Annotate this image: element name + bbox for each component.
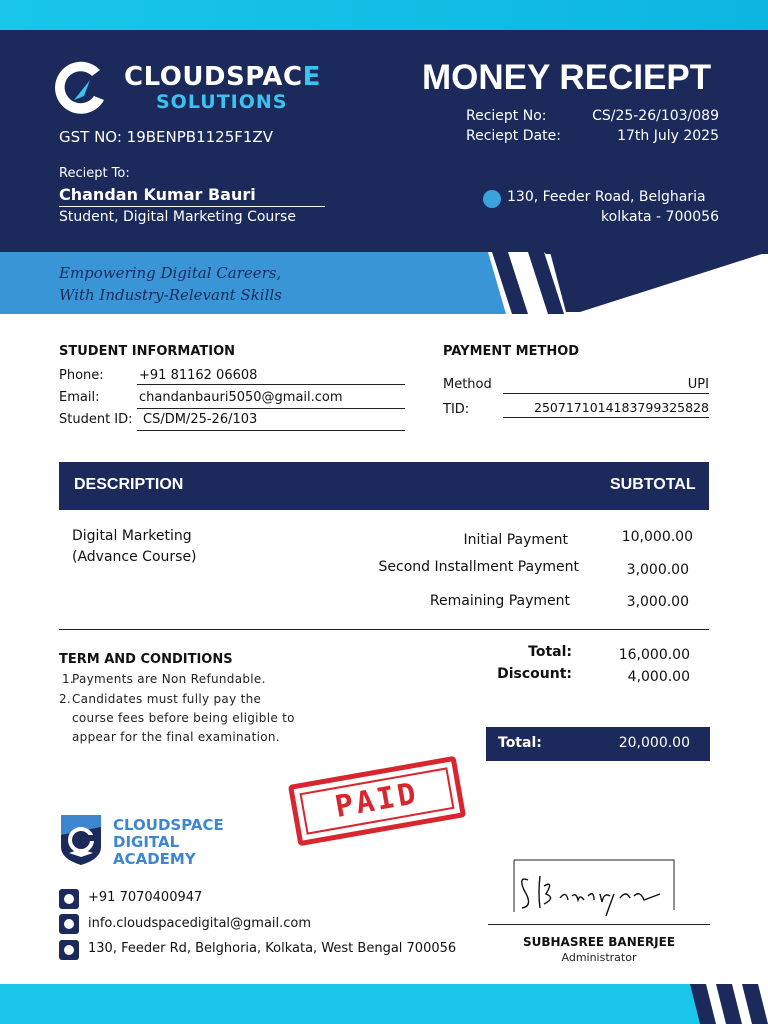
receipt-date-value: 17th July 2025 [617,128,719,144]
grand-total-label: Total: [498,735,542,751]
recipient-name: Chandan Kumar Bauri [59,185,256,204]
tid-label: TID: [443,402,470,417]
term-2-number: 2. [59,692,72,706]
method-value: UPI [687,377,709,392]
company-subname: SOLUTIONS [156,91,288,113]
recipient-role: Student, Digital Marketing Course [59,209,296,225]
cloud-c-logo-icon [50,56,114,120]
student-id-value: CS/DM/25-26/103 [143,412,258,427]
phone-underline [137,384,405,385]
col-description: DESCRIPTION [74,476,184,493]
signatory-role: Administrator [561,951,637,964]
address-line2: kolkata - 700056 [601,209,719,225]
item-name-line2: (Advance Course) [72,549,197,565]
student-id-label: Student ID: [59,412,133,427]
academy-name-line3: ACADEMY [113,850,196,868]
total-label: Total: [528,644,572,660]
contact-email: info.cloudspacedigital@gmail.com [88,916,312,931]
tagline-line1: Empowering Digital Careers, [59,264,282,282]
table-divider [59,629,709,630]
top-accent-bar [0,0,768,30]
receipt-title: MONEY RECIEPT [422,58,712,97]
method-underline [503,393,709,394]
discount-label: Discount: [497,666,572,682]
receipt-no-label: Reciept No: [466,108,547,124]
gst-number: GST NO: 19BENPB1125F1ZV [59,128,273,146]
academy-shield-logo-icon [57,813,105,867]
col-subtotal: SUBTOTAL [610,476,696,493]
email-underline [137,408,405,409]
term-2-line1: Candidates must fully pay the [72,692,262,706]
tid-underline [503,417,709,418]
payment-method-heading: PAYMENT METHOD [443,344,580,359]
terms-heading: TERM AND CONDITIONS [59,652,233,667]
paid-stamp-text: PAID [332,775,422,826]
term-1: Payments are Non Refundable. [72,672,266,686]
recipient-divider [59,206,325,207]
row-initial-label: Initial Payment [463,532,568,548]
tagline-line2: With Industry-Relevant Skills [59,286,282,304]
phone-label: Phone: [59,368,104,383]
grand-total-value: 20,000.00 [618,735,690,751]
mail-icon [59,914,79,934]
row-remaining-label: Remaining Payment [429,593,570,609]
address-line1: 130, Feeder Road, Belgharia [507,189,706,205]
row-remaining-value: 3,000.00 [626,594,689,610]
receipt-date-label: Reciept Date: [466,128,561,144]
row-second-label: Second Installment Payment [378,559,579,575]
location-icon [59,940,79,960]
phone-value: +91 81162 06608 [139,368,258,383]
signatory-name: SUBHASREE BANERJEE [522,935,676,949]
academy-name-line2: DIGITAL [113,833,180,851]
tid-value: 25071710141837993258​28 [534,400,709,415]
total-value: 16,000.00 [618,647,690,663]
student-id-underline [137,430,405,431]
signature-line [488,924,710,925]
row-second-value: 3,000.00 [626,562,689,578]
receipt-to-label: Reciept To: [59,166,130,181]
term-2-line3: appear for the final examination. [72,730,280,744]
contact-address: 130, Feeder Rd, Belghoria, Kolkata, West Bengal 700056 [88,941,457,956]
contact-phone: +91 7070400947 [88,890,203,905]
student-info-heading: STUDENT INFORMATION [59,344,236,359]
item-name-line1: Digital Marketing [72,528,192,544]
handwritten-signature [510,850,680,920]
paid-stamp [288,756,466,847]
email-value: chandanbauri5050@gmail.com [139,390,343,405]
receipt-no-value: CS/25-26/103/089 [592,108,719,124]
discount-value: 4,000.00 [627,669,690,685]
academy-name-line1: CLOUDSPACE [113,816,224,834]
term-1-number: 1. [62,672,75,686]
bottom-accent-bar [0,980,768,1024]
method-label: Method [443,377,492,392]
phone-icon [59,889,79,909]
location-pin-icon [483,190,501,208]
email-label: Email: [59,390,100,405]
row-initial-value: 10,000.00 [621,529,693,545]
tagline-band [0,252,768,316]
term-2-line2: course fees before being eligible to [72,711,295,725]
company-name: CLOUDSPACE [124,62,321,92]
